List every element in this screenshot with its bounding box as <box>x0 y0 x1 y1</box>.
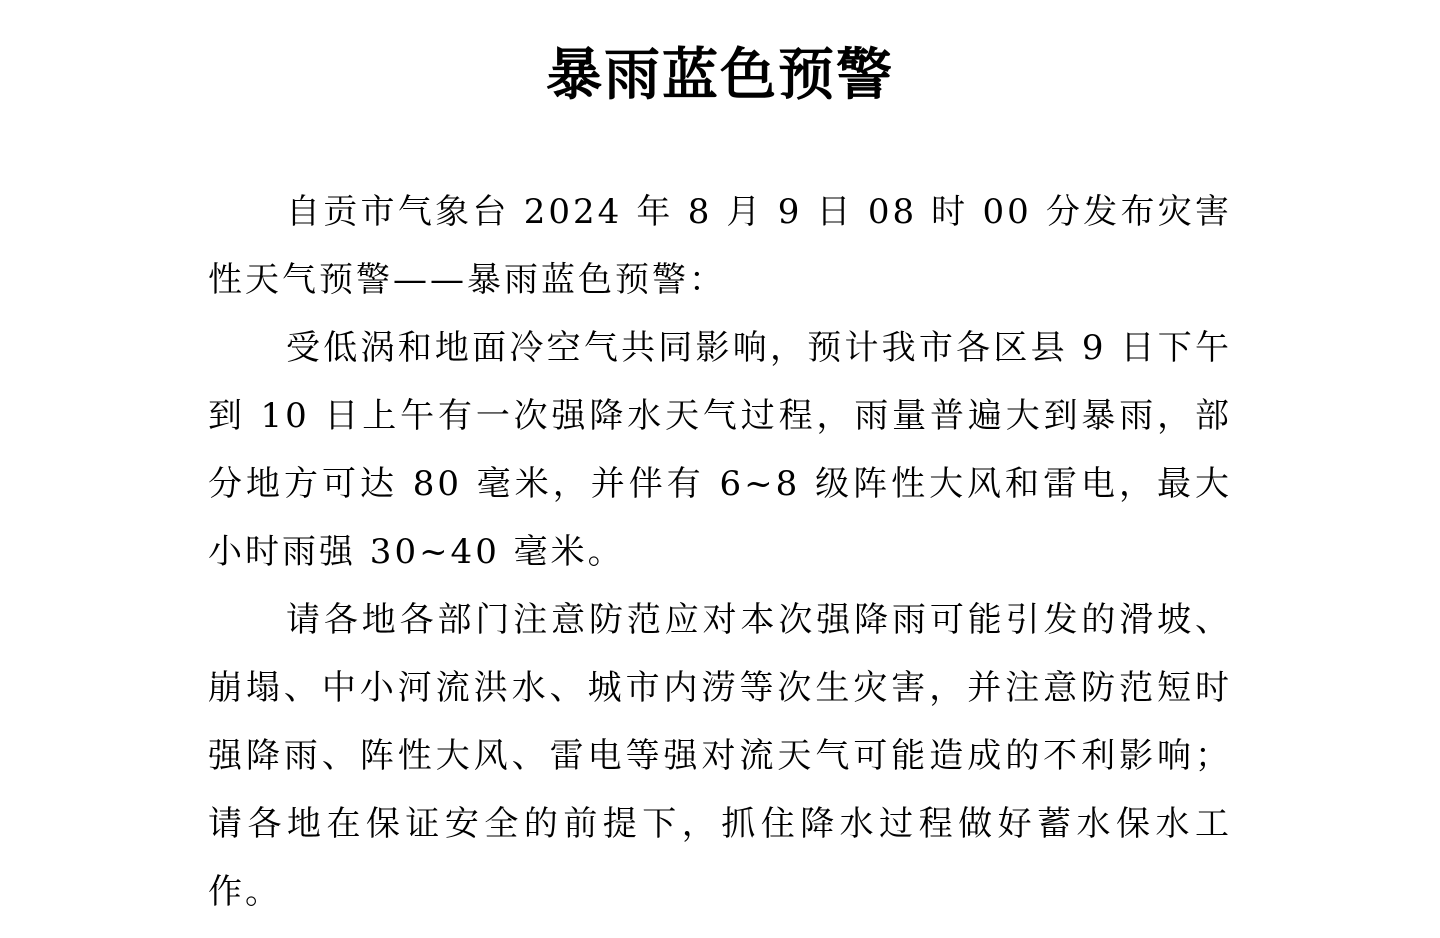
paragraph-forecast: 受低涡和地面冷空气共同影响，预计我市各区县 9 日下午到 10 日上午有一次强降水天气过程，雨量普遍大到暴雨，部分地方可达 80 毫米，并伴有 6~8 级阵性大风和雷电，最大小时雨强 30~40 毫米。 <box>208 328 1232 572</box>
document-title: 暴雨蓝色预警 <box>546 43 894 108</box>
paragraph-advice: 请各地各部门注意防范应对本次强降雨可能引发的滑坡、崩塌、中小河流洪水、城市内涝等次生灾害，并注意防范短时强降雨、阵性大风、雷电等强对流天气可能造成的不利影响；请各地在保证安全的前提下，抓住降水过程做好蓄水保水工作。 <box>208 600 1232 912</box>
document-body <box>208 178 1232 926</box>
paragraph-issuance: 自贡市气象台 2024 年 8 月 9 日 08 时 00 分发布灾害性天气预警——暴雨蓝色预警： <box>208 192 1232 300</box>
